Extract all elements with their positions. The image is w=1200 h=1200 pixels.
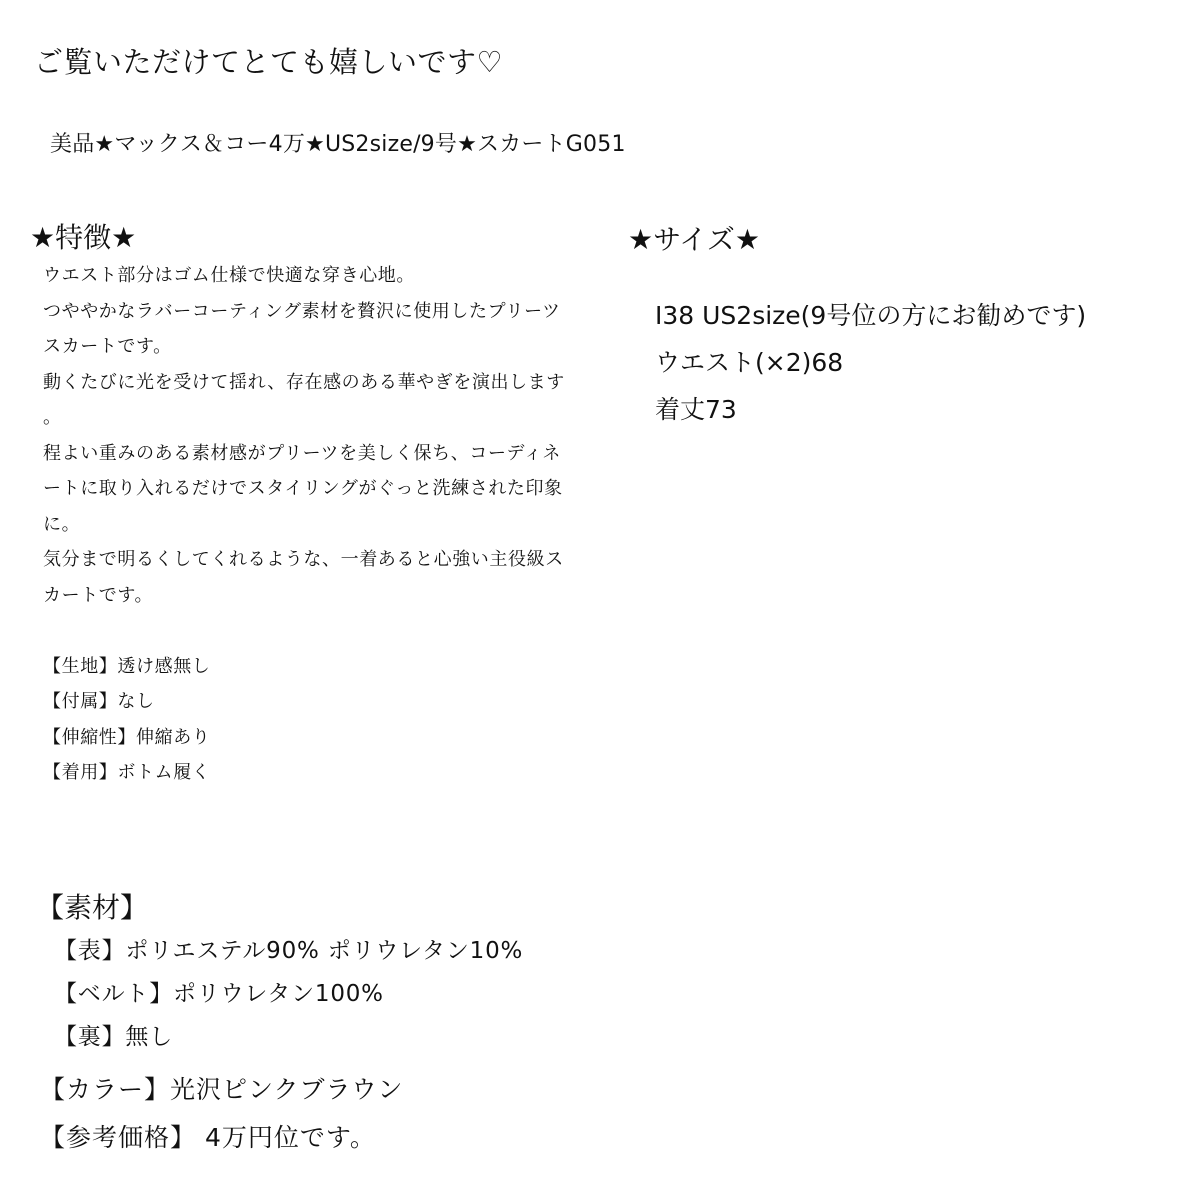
spec-fabric: 【生地】透け感無し [43,655,211,677]
feature-line: 。 [43,407,62,428]
feature-line: 動くたびに光を受けて揺れ、存在感のある華やぎを演出します [43,371,565,393]
greeting-text: ご覧いただけてとても嬉しいです♡ [34,45,503,79]
feature-line: スカートです。 [43,336,172,357]
waist-measurement: ウエスト(×2)68 [655,348,844,377]
feature-line: ウエスト部分はゴム仕様で快適な穿き心地。 [43,265,415,286]
length-measurement: 着丈73 [655,395,737,424]
reference-price: 【参考価格】 4万円位です。 [40,1123,376,1152]
blank-line [43,613,603,649]
material-details [54,930,523,1059]
feature-line: 気分まで明るくしてくれるような、一着あると心強い主役級ス [43,549,564,570]
feature-line: カートです。 [43,584,154,606]
feature-line: つややかなラバーコーティング素材を贅沢に使用したプリーツ [43,300,561,322]
feature-line: 程よい重みのある素材感がプリーツを美しく保ち、コーディネ [43,442,561,464]
spec-stretch: 【伸縮性】伸縮あり [43,726,211,748]
material-outer: 【表】ポリエステル90% ポリウレタン10% [54,938,524,964]
material-lining: 【裏】無し [54,1024,173,1050]
features-heading: ★特徴★ [30,221,137,254]
size-label: I38 US2size(9号位の方にお勧めです) [655,301,1087,330]
feature-line: ートに取り入れるだけでスタイリングがぐっと洗練された印象 [43,478,563,499]
spec-wearing: 【着用】ボトム履く [43,762,211,783]
features-description [43,258,603,791]
color-info: 【カラー】光沢ピンクブラウン [40,1075,404,1104]
size-heading: ★サイズ★ [628,223,760,256]
size-details [655,292,1086,433]
product-title: 美品★マックス＆コー4万★US2size/9号★スカートG051 [50,132,626,157]
spec-accessories: 【付属】なし [43,691,155,712]
material-belt: 【ベルト】ポリウレタン100% [54,981,384,1007]
feature-line: に。 [43,513,81,535]
material-heading: 【素材】 [36,891,149,924]
